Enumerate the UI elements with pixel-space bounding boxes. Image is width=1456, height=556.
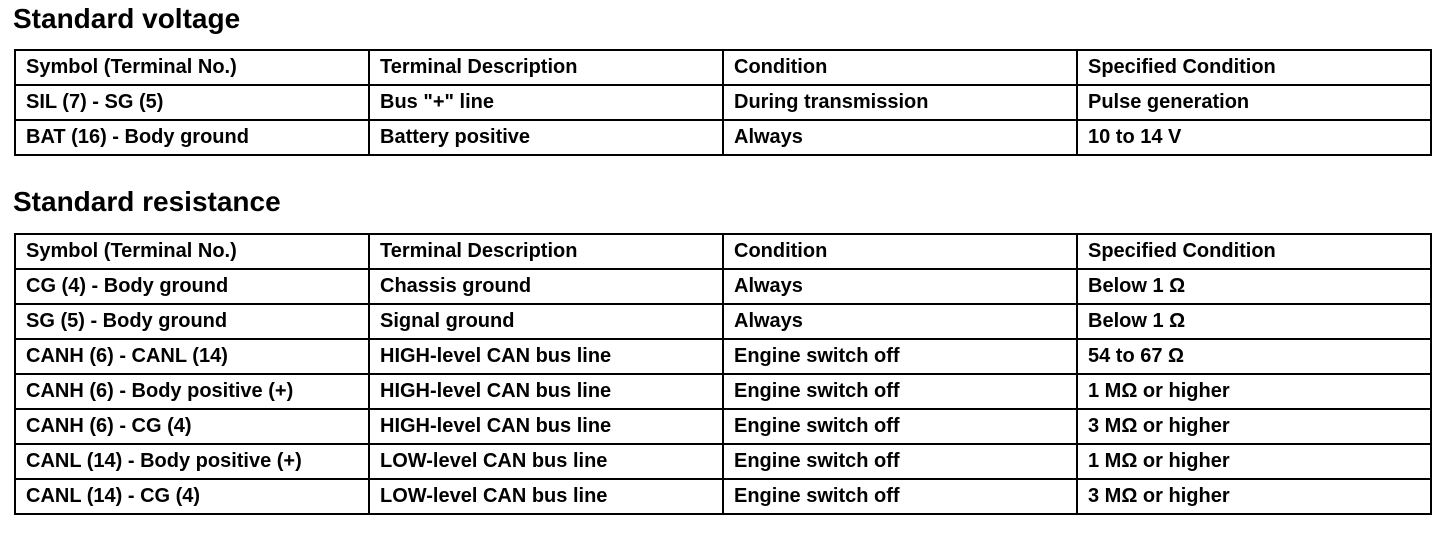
cell-condition: Engine switch off: [723, 339, 1077, 374]
standard-resistance-table: [14, 233, 1432, 515]
cell-specified-condition: Below 1 Ω: [1077, 269, 1431, 304]
header-terminal-description: Terminal Description: [369, 234, 723, 269]
standard-voltage-title: Standard voltage: [13, 3, 241, 34]
cell-symbol: CANL (14) - CG (4): [15, 479, 369, 514]
table-row: [15, 85, 1431, 120]
header-condition: Condition: [723, 50, 1077, 85]
cell-terminal-description: Signal ground: [369, 304, 723, 339]
cell-terminal-description: HIGH-level CAN bus line: [369, 409, 723, 444]
table-row: [15, 444, 1431, 479]
cell-symbol: CANL (14) - Body positive (+): [15, 444, 369, 479]
standard-voltage-table: [14, 49, 1432, 156]
cell-condition: Always: [723, 120, 1077, 155]
cell-specified-condition: 1 MΩ or higher: [1077, 444, 1431, 479]
cell-specified-condition: 3 MΩ or higher: [1077, 479, 1431, 514]
cell-condition: Engine switch off: [723, 444, 1077, 479]
table-row: [15, 479, 1431, 514]
cell-condition: Engine switch off: [723, 479, 1077, 514]
cell-symbol: CANH (6) - Body positive (+): [15, 374, 369, 409]
table-row: [15, 374, 1431, 409]
cell-specified-condition: 54 to 67 Ω: [1077, 339, 1431, 374]
cell-symbol: BAT (16) - Body ground: [15, 120, 369, 155]
header-symbol: Symbol (Terminal No.): [15, 234, 369, 269]
cell-condition: During transmission: [723, 85, 1077, 120]
cell-symbol: SG (5) - Body ground: [15, 304, 369, 339]
cell-terminal-description: LOW-level CAN bus line: [369, 444, 723, 479]
standard-resistance-title: Standard resistance: [13, 186, 281, 217]
cell-condition: Always: [723, 304, 1077, 339]
cell-condition: Always: [723, 269, 1077, 304]
cell-terminal-description: Chassis ground: [369, 269, 723, 304]
cell-terminal-description: HIGH-level CAN bus line: [369, 339, 723, 374]
cell-specified-condition: 1 MΩ or higher: [1077, 374, 1431, 409]
header-row: [15, 234, 1431, 269]
table-row: [15, 339, 1431, 374]
cell-terminal-description: LOW-level CAN bus line: [369, 479, 723, 514]
table-row: [15, 304, 1431, 339]
header-terminal-description: Terminal Description: [369, 50, 723, 85]
header-specified-condition: Specified Condition: [1077, 234, 1431, 269]
header-symbol: Symbol (Terminal No.): [15, 50, 369, 85]
cell-condition: Engine switch off: [723, 409, 1077, 444]
table-row: [15, 269, 1431, 304]
cell-terminal-description: Battery positive: [369, 120, 723, 155]
cell-specified-condition: Pulse generation: [1077, 85, 1431, 120]
header-condition: Condition: [723, 234, 1077, 269]
cell-symbol: CG (4) - Body ground: [15, 269, 369, 304]
cell-symbol: SIL (7) - SG (5): [15, 85, 369, 120]
cell-symbol: CANH (6) - CANL (14): [15, 339, 369, 374]
cell-terminal-description: Bus "+" line: [369, 85, 723, 120]
table-row: [15, 120, 1431, 155]
header-specified-condition: Specified Condition: [1077, 50, 1431, 85]
header-row: [15, 50, 1431, 85]
table-row: [15, 409, 1431, 444]
cell-specified-condition: 3 MΩ or higher: [1077, 409, 1431, 444]
cell-specified-condition: 10 to 14 V: [1077, 120, 1431, 155]
cell-specified-condition: Below 1 Ω: [1077, 304, 1431, 339]
cell-symbol: CANH (6) - CG (4): [15, 409, 369, 444]
cell-terminal-description: HIGH-level CAN bus line: [369, 374, 723, 409]
cell-condition: Engine switch off: [723, 374, 1077, 409]
